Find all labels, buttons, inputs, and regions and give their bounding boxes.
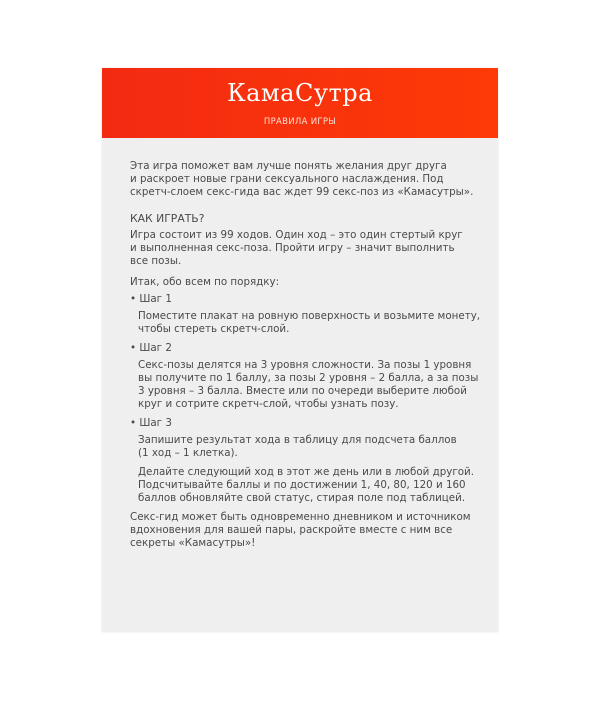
text-line: Поместите плакат на ровную поверхность и возьмите монету,	[138, 310, 481, 322]
text-line: 3 уровня – 3 балла. Вместе или по очереди выберите любой	[138, 385, 467, 397]
text-line: и выполненная секс-поза. Пройти игру – значит выполнить	[130, 242, 455, 254]
text-line: баллов обновляйте свой статус, стирая поле под таблицей.	[138, 492, 466, 504]
text-line: и раскроет новые грани сексуального наслаждения. Под	[130, 173, 444, 185]
text-line: (1 ход – 1 клетка).	[138, 447, 238, 459]
intro-paragraph	[130, 160, 480, 199]
step-2	[130, 342, 480, 411]
text-line: Секс-гид может быть одновременно дневником и источником	[130, 511, 471, 523]
how-to-play-heading: КАК ИГРАТЬ?	[130, 212, 205, 225]
card-subtitle: ПРАВИЛА ИГРЫ	[263, 117, 337, 127]
text-line: секреты «Камасутры»!	[130, 537, 256, 549]
text-line: Подсчитывайте баллы и по достижении 1, 40, 80, 120 и 160	[138, 479, 466, 491]
text-line: вы получите по 1 баллу, за позы 2 уровня – 2 балла, а за позы	[138, 372, 479, 384]
text-line: круг и сотрите скретч-слой, чтобы узнать позу.	[138, 398, 399, 410]
rules-card	[102, 68, 498, 632]
steps-list	[130, 293, 480, 505]
text-line: Игра состоит из 99 ходов. Один ход – это один стертый круг	[130, 229, 463, 241]
text-line: вдохновения для вашей пары, раскройте вместе с ним все	[130, 524, 453, 536]
step-3	[130, 417, 480, 505]
outro-paragraph	[130, 511, 480, 550]
order-text: Итак, обо всем по порядку:	[130, 276, 280, 288]
step-label: • Шаг 2	[130, 342, 480, 355]
how-paragraph	[130, 229, 480, 268]
step-paragraph	[130, 359, 480, 411]
text-line: Секс-позы делятся на 3 уровня сложности. За позы 1 уровня	[138, 359, 472, 371]
text-line: Делайте следующий ход в этот же день или в любой другой.	[138, 466, 475, 478]
step-label: • Шаг 1	[130, 293, 480, 306]
text-line: Эта игра поможет вам лучше понять желания друг друга	[130, 160, 447, 172]
step-paragraph	[130, 434, 480, 460]
text-line: Запишите результат хода в таблицу для подсчета баллов	[138, 434, 457, 446]
text-line: все позы.	[130, 255, 182, 267]
text-line: чтобы стереть скретч-слой.	[138, 323, 290, 335]
brand-title: КамаСутра	[227, 79, 373, 107]
step-paragraph	[130, 466, 480, 505]
rules-body	[130, 160, 480, 558]
card-header	[102, 68, 498, 138]
text-line: скретч-слоем секс-гида вас ждет 99 секс-поз из «Камасутры».	[130, 186, 474, 198]
step-paragraph	[130, 310, 480, 336]
step-label: • Шаг 3	[130, 417, 480, 430]
step-1	[130, 293, 480, 336]
